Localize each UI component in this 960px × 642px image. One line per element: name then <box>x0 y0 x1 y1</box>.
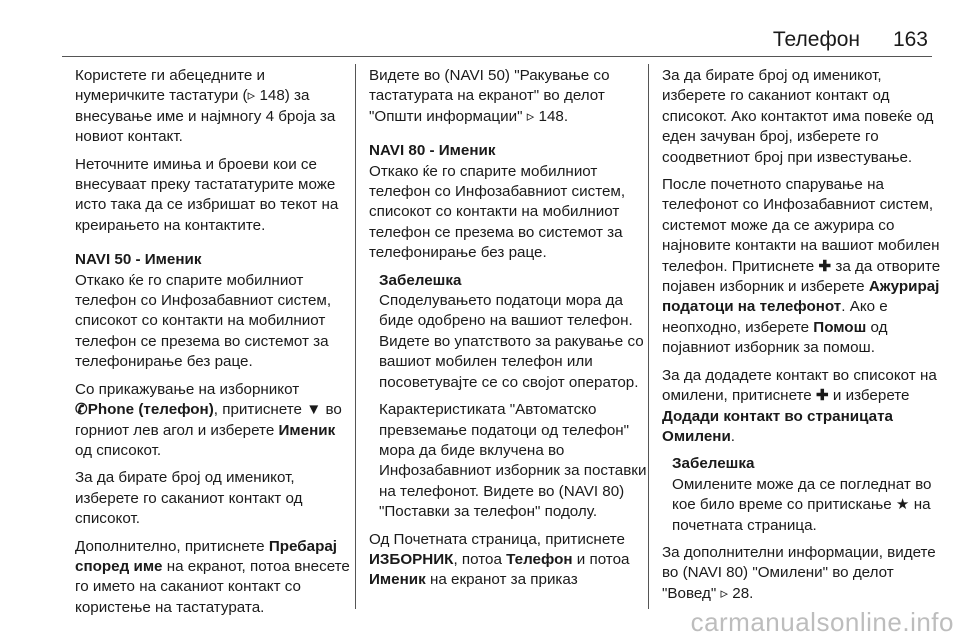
paragraph: За дополнителни информации, видете во (NAVI 80) "Омилени" во делот "Вовед" ▹ 28. <box>662 543 936 602</box>
note-paragraph: Споделувањето податоци мора да биде одобрено на вашиот телефон. Видете во упатството за ракување со вашиот мобилен телефон или посоветувајте се со својот оператор. <box>379 292 644 391</box>
watermark: carmanualsonline.info <box>690 607 954 637</box>
paragraph: Користете ги абецедните и нумеричките тастатури (▹ 148) за внесување име и најмногу 4 броја за новиот контакт. <box>75 67 336 146</box>
column-2 <box>369 66 649 598</box>
page-number: 163 <box>892 28 928 51</box>
paragraph: За да бирате број од именикот, изберете го саканиот контакт од списокот. <box>75 469 303 528</box>
help-label: Помош <box>813 318 867 336</box>
phone-menu-label: ✆Phone (телефон) <box>75 401 214 419</box>
contacts-label: Именик <box>369 571 426 589</box>
note-title: Забелешка <box>672 455 755 473</box>
note-box <box>672 454 942 536</box>
note-paragraph: Омилените може да се погледнат во кое било време со притискање ★ на почетната страница. <box>672 475 932 534</box>
menu-label: ИЗБОРНИК <box>369 550 454 568</box>
page-title: Телефон <box>772 28 860 51</box>
column-1 <box>75 66 355 625</box>
note-box <box>379 271 649 523</box>
update-phone-data-label: Ажурирај податоци на телефонот <box>662 278 940 316</box>
search-by-name-label: Пребарај според име <box>75 537 338 575</box>
phone-label: Телефон <box>506 550 573 568</box>
paragraph: Откако ќе го спарите мобилниот телефон со Инфозабавниот систем, списокот со контакти на мобилниот телефон се презема во системот за телефонирање без раце. <box>369 162 626 262</box>
add-favourite-label: Додади контакт во страницата Омилени <box>662 407 893 445</box>
column-divider-1 <box>355 64 356 609</box>
note-title: Забелешка <box>379 271 462 289</box>
paragraph: Дополнително, притиснете Пребарај според име на екранот, потоа внесете го името на саканиот контакт со користење на тастатурата. <box>75 537 350 616</box>
paragraph: Со прикажување на изборникот ✆Phone (телефон), притиснете ▼ во горниот лев агол и изберете Именик од списокот. <box>75 380 342 459</box>
paragraph: Откако ќе го спарите мобилниот телефон со Инфозабавниот систем, списокот со контакти на мобилниот телефон се презема во системот за телефонирање без раце. <box>75 271 332 371</box>
paragraph: За да бирате број од именикот, изберете го саканиот контакт од списокот. Ако контактот има повеќе од еден зачуван број, изберете го соодветниот број при известување. <box>662 67 934 166</box>
plus-icon: ✚ <box>818 257 832 275</box>
paragraph: Неточните имиња и броеви кои се внесуваат преку тастататурите може исто така да се избришат во текот на креирањето на контактите. <box>75 155 339 234</box>
page-header <box>62 20 932 57</box>
paragraph: После почетното спарување на телефонот со Инфозабавниот систем, системот може да се ажурира со најновите контакти на вашиот мобилен телефон. Притиснете ✚ за да отворите појавен изборник и изберете Ажурирај податоци на телефонот. Ако е неопходно, изберете Помош од појавниот изборник за помош. <box>662 176 941 357</box>
plus-icon: ✚ <box>815 387 829 405</box>
note-paragraph: Карактеристиката "Автоматско превземање податоци од телефон" мора да биде вклучена во Инфозабавниот изборник за поставки на телефонот. Видете во (NAVI 80) "Поставки за телефон" подолу. <box>379 401 647 521</box>
paragraph: За да додадете контакт во списокот на омилени, притиснете ✚ и изберете Додади контакт во страницата Омилени. <box>662 366 937 445</box>
paragraph: Видете во (NAVI 50) "Ракување со тастатурата на екранот" во делот "Општи информации" ▹ 148. <box>369 67 610 125</box>
section-heading-navi50: NAVI 50 - Именик <box>75 251 202 269</box>
paragraph: Од Почетната страница, притиснете ИЗБОРНИК, потоа Телефон и потоа Именик на екранот за приказ <box>369 530 630 589</box>
contacts-label: Именик <box>278 421 336 439</box>
column-3 <box>662 66 942 611</box>
section-heading-navi80: NAVI 80 - Именик <box>369 142 496 160</box>
